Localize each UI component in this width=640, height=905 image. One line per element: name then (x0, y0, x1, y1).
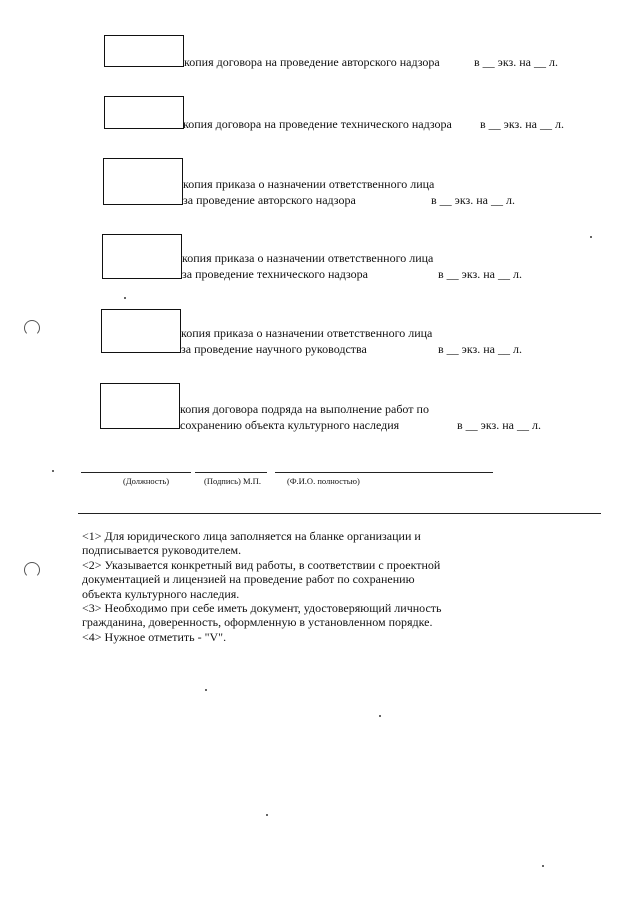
list-item (183, 116, 564, 132)
signature-label: (Подпись) М.П. (204, 476, 261, 486)
punch-hole-mark (24, 562, 40, 578)
item-copies-pages: в __ экз. на __ л. (474, 55, 558, 69)
checkbox-order-technical-supervision[interactable] (102, 234, 182, 279)
list-item (184, 54, 558, 70)
note-line: <2> Указывается конкретный вид работы, в соответствии с проектной (82, 557, 441, 572)
note-line: <1> Для юридического лица заполняется на бланке организации и (82, 529, 421, 543)
scan-speck (379, 715, 381, 717)
signature-line-signature[interactable] (195, 472, 267, 473)
note-line: объекта культурного наследия. (82, 586, 240, 601)
checkbox-contract-heritage-works[interactable] (100, 383, 180, 429)
notes-separator (78, 513, 601, 514)
footnotes (82, 529, 442, 644)
scan-speck (124, 297, 126, 299)
item-text-line1: копия приказа о назначении ответственного лица (183, 177, 435, 191)
item-text-line2: за проведение научного руководства (181, 342, 367, 356)
checkbox-order-scientific-management[interactable] (101, 309, 181, 353)
signature-line-fullname[interactable] (275, 472, 493, 473)
item-text-line2: за проведение технического надзора (182, 267, 368, 281)
fullname-label: (Ф.И.О. полностью) (287, 476, 360, 486)
item-copies-pages: в __ экз. на __ л. (438, 342, 522, 356)
item-text-line1: копия договора подряда на выполнение работ по (180, 402, 429, 416)
item-text-line1: копия приказа о назначении ответственного лица (182, 251, 434, 265)
item-text-line2: за проведение авторского надзора (183, 193, 356, 207)
item-text-line1: копия договора на проведение авторского надзора (184, 55, 440, 69)
item-copies-pages: в __ экз. на __ л. (438, 267, 522, 281)
item-text-line1: копия договора на проведение технического надзора (183, 117, 452, 131)
note-line: <4> Нужное отметить - "V". (82, 629, 227, 644)
position-label: (Должность) (123, 476, 170, 486)
scan-speck (205, 689, 207, 691)
note-line: документацией и лицензией на проведение работ по сохранению (82, 572, 415, 587)
checkbox-copy-author-supervision-contract[interactable] (104, 35, 184, 67)
item-copies-pages: в __ экз. на __ л. (431, 193, 515, 207)
signature-line-position[interactable] (81, 472, 191, 473)
scan-speck (590, 236, 592, 238)
list-item (181, 325, 522, 357)
item-text-line2: сохранению объекта культурного наследия (180, 418, 400, 432)
item-copies-pages: в __ экз. на __ л. (457, 418, 541, 432)
list-item (180, 401, 541, 433)
note-line: <3> Необходимо при себе иметь документ, удостоверяющий личность (82, 601, 442, 616)
item-text-line1: копия приказа о назначении ответственного лица (181, 326, 433, 340)
scan-speck (266, 814, 268, 816)
scan-speck (542, 865, 544, 867)
item-copies-pages: в __ экз. на __ л. (480, 117, 564, 131)
list-item (182, 250, 522, 282)
checkbox-order-author-supervision[interactable] (103, 158, 183, 205)
note-line: подписывается руководителем. (82, 543, 242, 558)
scan-speck (52, 470, 54, 472)
checkbox-copy-technical-supervision-contract[interactable] (104, 96, 184, 129)
punch-hole-mark (24, 320, 40, 336)
list-item (183, 176, 515, 208)
note-line: гражданина, доверенность, оформленную в установленном порядке. (82, 615, 433, 630)
